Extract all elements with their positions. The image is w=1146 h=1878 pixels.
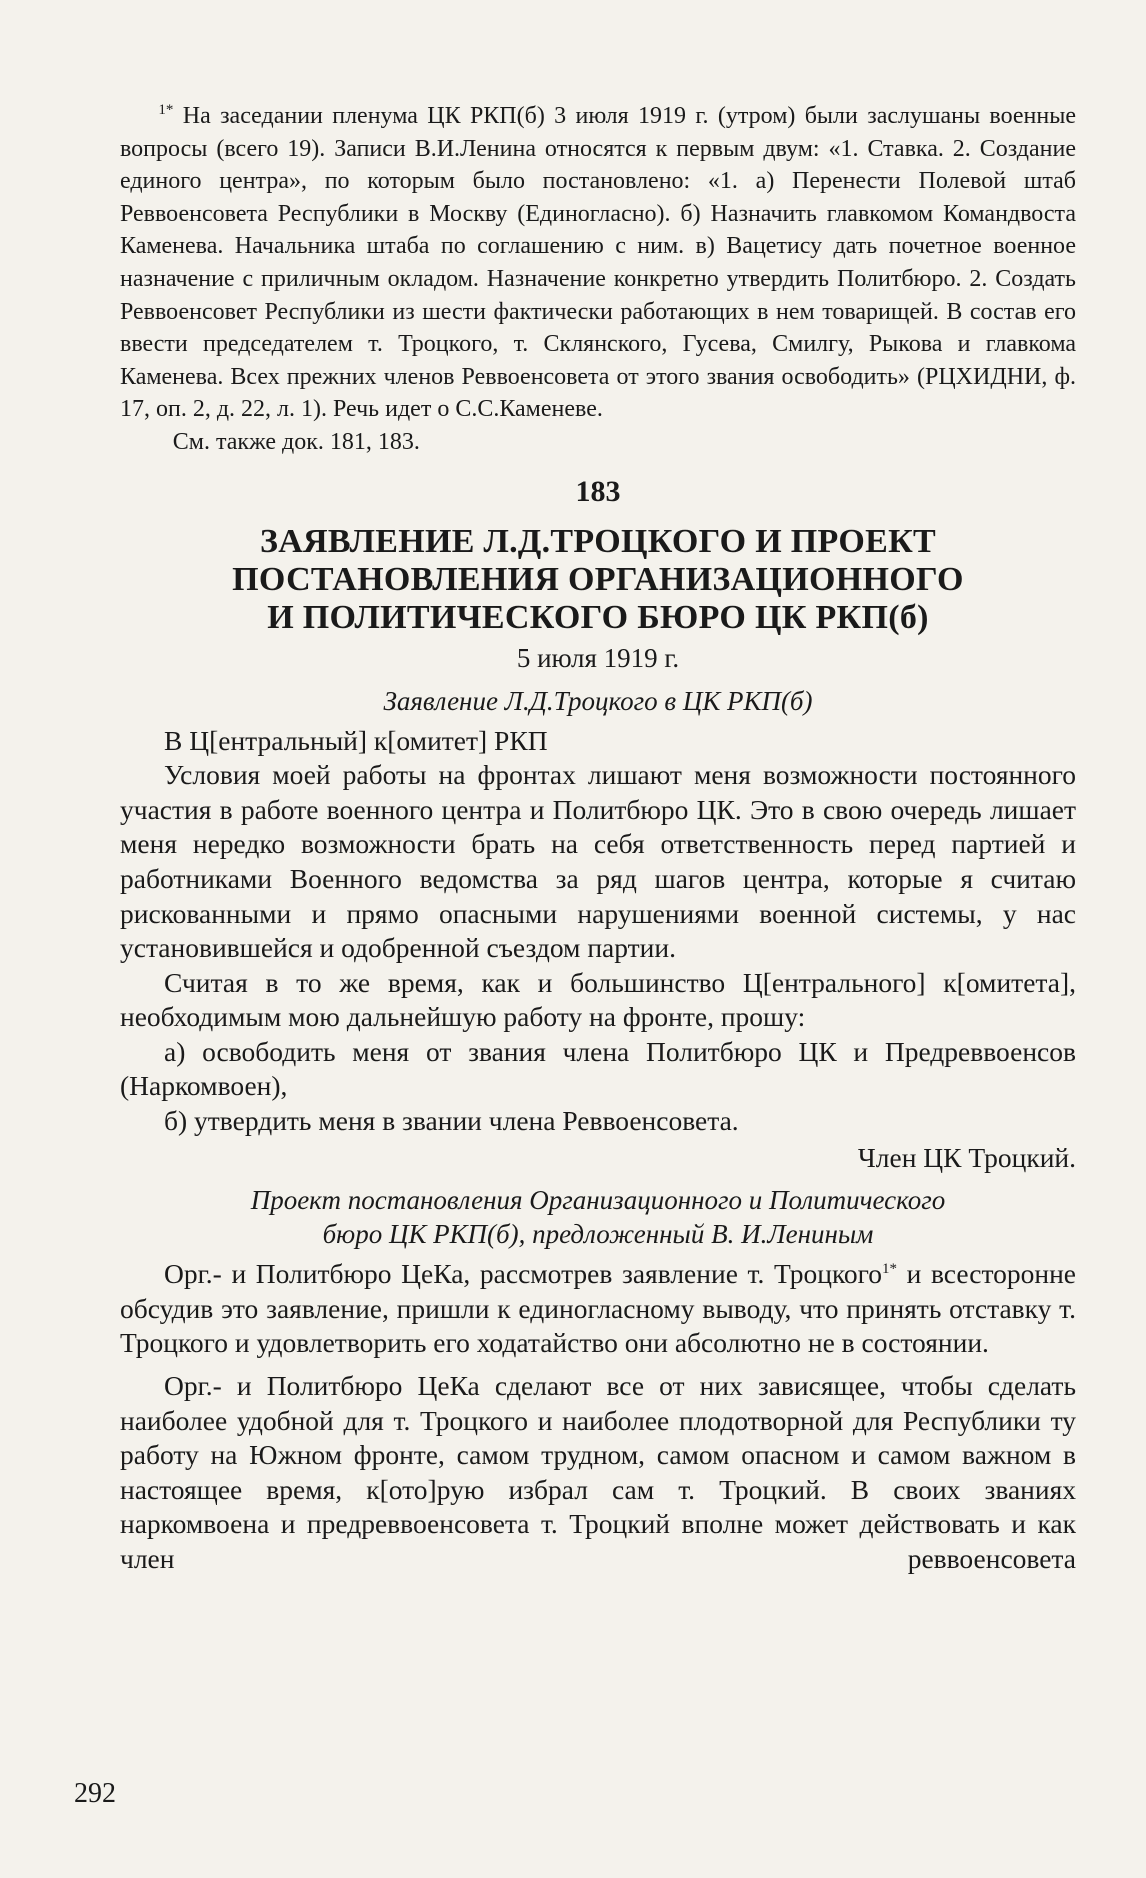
draft-paragraph: Орг.- и Политбюро ЦеКа, рассмотрев заявление т. Троцкого$^{1*}$ и всесторонне обсудив это заявление, пришли к единогласному выводу, что принять отставку т. Троцкого и удовлетворить его ходатайство они абсолютно не в состоянии. <box>120 1258 1076 1359</box>
page-number: 292 <box>74 1778 116 1809</box>
statement-paragraph: Считая в то же время, как и большинство Ц[ентрального] к[омитета], необходимым мою дальнейшую работу на фронте, прошу: <box>120 966 1076 1033</box>
document-number: 183 <box>575 474 621 508</box>
statement-addressee: В Ц[ентральный] к[омитет] РКП <box>164 724 548 756</box>
footnote <box>120 100 1076 459</box>
document-title-line: И ПОЛИТИЧЕСКОГО БЮРО ЦК РКП(б) <box>267 598 929 636</box>
document-title-line: ПОСТАНОВЛЕНИЯ ОРГАНИЗАЦИОННОГО <box>232 560 964 598</box>
draft-heading-line: Проект постановления Организационного и Политического <box>250 1185 946 1216</box>
statement-paragraph: Условия моей работы на фронтах лишают меня возможности постоянного участия в работе военного центра и Политбюро ЦК. Это в свою очередь лишает меня нередко возможности брать на себя ответственность перед партией и работниками Военного ведомства за ряд шагов центра, которые я считаю рискованными и прямо опасными нарушениями военной системы, у нас установившейся и одобренной съездом партии. <box>120 759 1076 964</box>
document-title <box>120 523 1076 637</box>
document-title-line: ЗАЯВЛЕНИЕ Л.Д.ТРОЦКОГО И ПРОЕКТ <box>259 522 937 560</box>
book-page <box>120 100 1076 1577</box>
footnote-marker: 1* <box>158 102 174 118</box>
statement-item-b: б) утвердить меня в звании члена Реввоенсовета. <box>164 1105 739 1137</box>
footnote-text: $^{1*}$ На заседании пленума ЦК РКП(б) 3 июля 1919 г. (утром) были заслушаны военные вопросы (всего 19). Записи В.И.Ленина относятся к первым двум: «1. Ставка. 2. Создание единого центра», по которым было постановлено: «1. а) Перенести Полевой штаб Реввоенсовета Республики в Москву (Единогласно). б) Назначить главкомом Командвоста Каменева. Начальника штаба по соглашению с ним. в) Вацетису дать почетное военное назначение с приличным окладом. Назначение конкретно утвердить Политбюро. 2. Создать Реввоенсовет Республики из шести фактически работающих в нем товарищей. В состав его ввести председателем т. Троцкого, т. Склянского, Гусева, Смилгу, Рыкова и главкома Каменева. Всех прежних членов Реввоенсовета от этого звания освободить» (РЦХИДНИ, ф. 17, оп. 2, д. 22, л. 1). Речь идет о С.С.Каменеве. <box>120 102 1077 423</box>
draft-paragraph: Орг.- и Политбюро ЦеКа сделают все от них зависящее, чтобы сделать наиболее удобной для т. Троцкого и наиболее плодотворной для Республики ту работу на Южном фронте, самом трудном, самом опасном и самом важном в настоящее время, к[ото]рую избрал сам т. Троцкий. В своих званиях наркомвоена и предреввоенсовета т. Троцкий вполне может действовать и как член реввоенсовета <box>120 1370 1076 1574</box>
draft-heading-line: бюро ЦК РКП(б), предложенный В. И.Лениным <box>322 1219 874 1250</box>
document-date: 5 июля 1919 г. <box>516 642 680 673</box>
draft-heading <box>120 1183 1076 1251</box>
draft-footnote-marker: 1* <box>882 1261 898 1278</box>
statement-signature: Член ЦК Троцкий. <box>857 1141 1076 1173</box>
statement-heading: Заявление Л.Д.Троцкого в ЦК РКП(б) <box>383 685 813 716</box>
footnote-see-also: См. также док. 181, 183. <box>172 428 420 455</box>
statement-item-a: а) освободить меня от звания члена Политбюро ЦК и Предреввоенсов (Наркомвоен), <box>120 1035 1076 1102</box>
